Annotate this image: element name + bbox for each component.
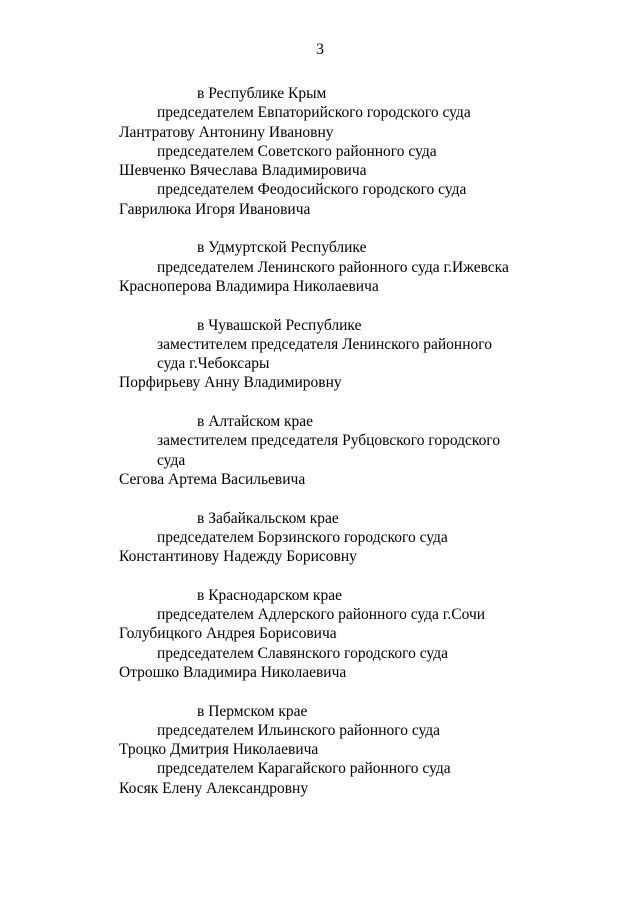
appointment-section — [119, 238, 589, 296]
appointee-name: Лантратову Антонину Ивановну — [119, 123, 334, 141]
position-title: председателем Ленинского районного суда г.Ижевска — [157, 258, 509, 276]
document-body — [119, 84, 589, 798]
position-title: заместителем председателя Ленинского районного — [157, 335, 492, 353]
appointment-section — [119, 509, 589, 567]
appointment-section — [119, 316, 589, 393]
region-heading: в Чувашской Республике — [197, 316, 362, 334]
appointee-name: Гаврилюка Игоря Ивановича — [119, 200, 311, 218]
appointee-name: Константинову Надежду Борисовну — [119, 548, 357, 566]
appointee-name: Порфирьеву Анну Владимировну — [119, 374, 342, 392]
appointee-name: Отрошко Владимира Николаевича — [119, 663, 347, 681]
position-title: председателем Ильинского районного суда — [157, 721, 441, 739]
position-title: председателем Советского районного суда — [157, 142, 437, 160]
appointee-name: Сегова Артема Васильевича — [119, 470, 306, 488]
position-title: председателем Борзинского городского суда — [157, 528, 448, 546]
appointee-name: Голубицкого Андрея Борисовича — [119, 625, 337, 643]
position-title: заместителем председателя Рубцовского городского — [157, 432, 501, 450]
region-heading: в Алтайском крае — [197, 413, 314, 431]
position-title: суда — [157, 451, 186, 469]
region-heading: в Пермском крае — [197, 702, 308, 720]
position-title: председателем Феодосийского городского суда — [157, 181, 467, 199]
position-title: председателем Адлерского районного суда г.Сочи — [157, 606, 486, 624]
appointee-name: Шевченко Вячеслава Владимировича — [119, 162, 367, 180]
region-heading: в Удмуртской Республике — [197, 239, 367, 257]
page-number: 3 — [316, 41, 324, 58]
appointee-name: Красноперова Владимира Николаевича — [119, 277, 379, 295]
appointee-name: Троцко Дмитрия Николаевича — [119, 741, 319, 759]
position-title: суда г.Чебоксары — [157, 355, 270, 373]
appointment-section — [119, 586, 589, 682]
region-heading: в Республике Крым — [197, 85, 327, 102]
appointment-section — [119, 84, 589, 219]
position-title: председателем Евпаторийского городского суда — [157, 104, 471, 122]
appointment-section — [119, 412, 589, 489]
region-heading: в Краснодарском крае — [197, 586, 342, 604]
region-heading: в Забайкальском крае — [197, 509, 339, 527]
position-title: председателем Славянского городского суда — [157, 644, 448, 662]
appointment-section — [119, 702, 589, 798]
appointee-name: Косяк Елену Александровну — [119, 779, 309, 797]
position-title: председателем Карагайского районного суда — [157, 760, 451, 778]
